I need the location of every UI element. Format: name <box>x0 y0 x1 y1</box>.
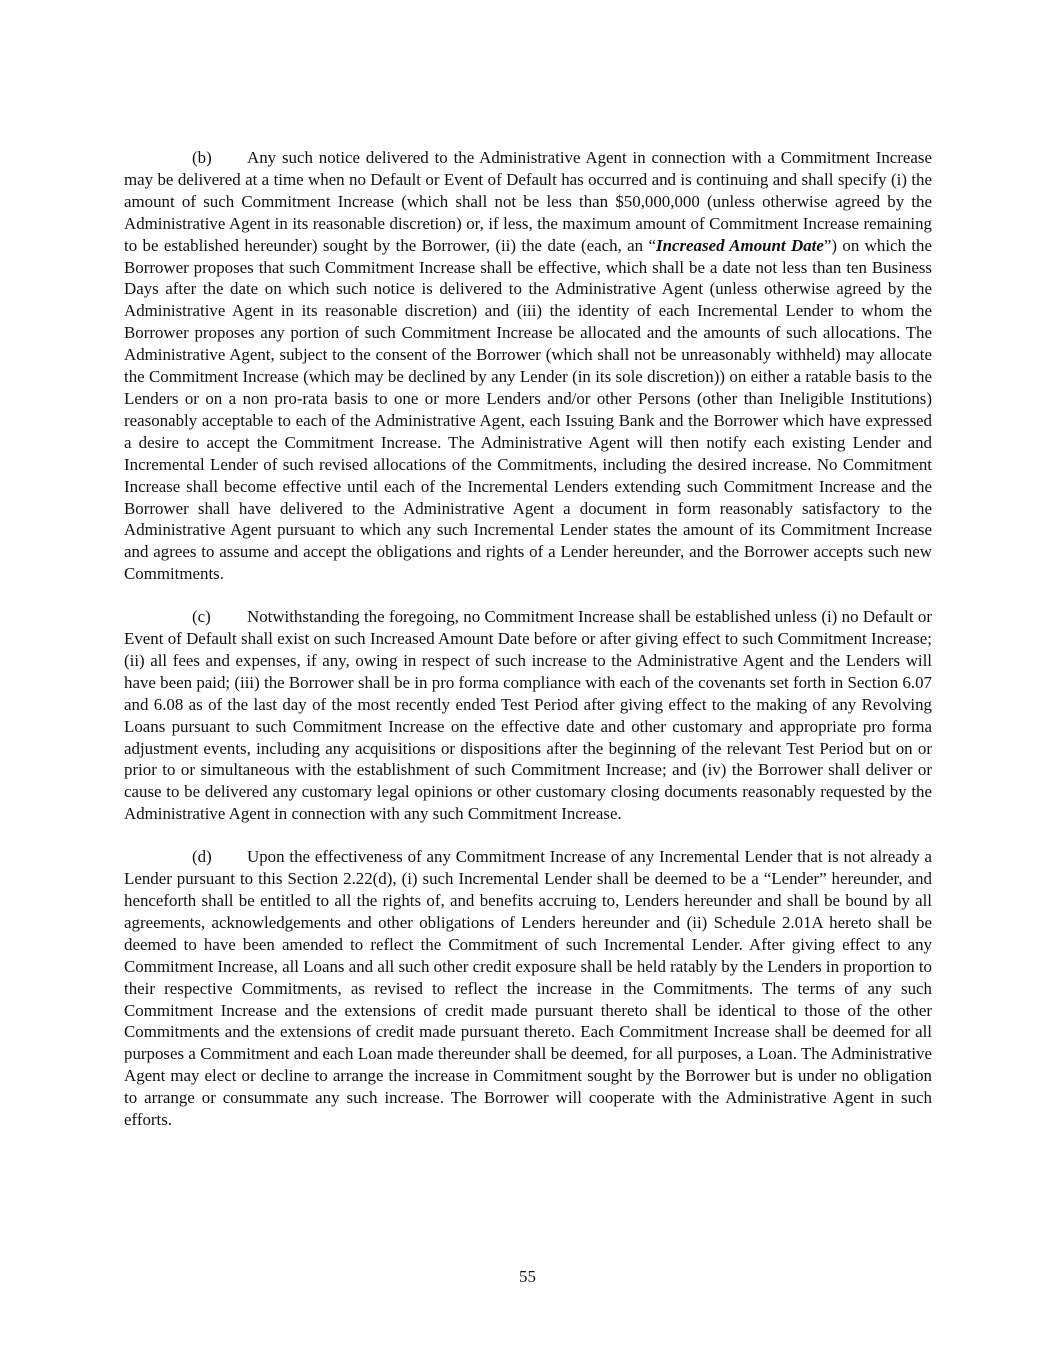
paragraph-d <box>124 846 932 1131</box>
paragraph-c <box>124 606 932 825</box>
page-number: 55 <box>519 1267 536 1286</box>
paragraph-b <box>124 147 932 585</box>
paragraph-text: Any such notice delivered to the Administrative Agent in connection with a Commitment Increase may be delivered at a time when no Default or Event of Default has occurred and is continuing and shall specify (i) the amount of such Commitment Increase (which shall not be less than $50,000,000 (unless otherwise agreed by the Administrative Agent in its reasonable discretion) or, if less, the maximum amount of Commitment Increase remaining to be established hereunder) sought by the Borrower, (ii) the date (each, an “ <box>124 148 932 255</box>
paragraph-label: (d) <box>192 847 212 867</box>
document-body <box>124 147 932 1152</box>
paragraph-text: Notwithstanding the foregoing, no Commitment Increase shall be established unless (i) no Default or Event of Default shall exist on such Increased Amount Date before or after giving effect to such Commitment Increase; (ii) all fees and expenses, if any, owing in respect of such increase to the Administrative Agent and the Lenders will have been paid; (iii) the Borrower shall be in pro forma compliance with each of the covenants set forth in Section 6.07 and 6.08 as of the last day of the most recently ended Test Period after giving effect to the making of any Revolving Loans pursuant to such Commitment Increase on the effective date and other customary and appropriate pro forma adjustment events, including any acquisitions or dispositions after the beginning of the relevant Test Period but on or prior to or simultaneous with the establishment of such Commitment Increase; and (iv) the Borrower shall deliver or cause to be delivered any customary legal opinions or other customary closing documents reasonably requested by the Administrative Agent in connection with any such Commitment Increase. <box>124 607 932 824</box>
paragraph-label: (c) <box>192 607 211 627</box>
paragraph-label: (b) <box>192 148 212 167</box>
paragraph-text: ”) on which the Borrower proposes that such Commitment Increase shall be effective, which shall be a date not less than ten Business Days after the date on which such notice is delivered to the Administrative Agent (unless otherwise agreed by the Administrative Agent in its reasonable discretion) and (iii) the identity of each Incremental Lender to whom the Borrower proposes any portion of such Commitment Increase be allocated and the amounts of such allocations. The Administrative Agent, subject to the consent of the Borrower (which shall not be unreasonably withheld) may allocate the Commitment Increase (which may be declined by any Lender (in its sole discretion)) on either a ratable basis to the Lenders or on a non pro-rata basis to one or more Lenders and/or other Persons (other than Ineligible Institutions) reasonably acceptable to each of the Administrative Agent, each Issuing Bank and the Borrower which have expressed a desire to accept the Commitment Increase. The Administrative Agent will then notify each existing Lender and Incremental Lender of such revised allocations of the Commitments, including the desired increase. No Commitment Increase shall become effective until each of the Incremental Lenders extending such Commitment Increase and the Borrower shall have delivered to the Administrative Agent a document in form reasonably satisfactory to the Administrative Agent pursuant to which any such Incremental Lender states the amount of its Commitment Increase and agrees to assume and accept the obligations and rights of a Lender hereunder, and the Borrower accepts such new Commitments. <box>124 235 932 584</box>
defined-term: Increased Amount Date <box>656 235 824 255</box>
paragraph-text: Upon the effectiveness of any Commitment Increase of any Incremental Lender that is not already a Lender pursuant to this Section 2.22(d), (i) such Incremental Lender shall be deemed to be a “Lender” hereunder, and henceforth shall be entitled to all the rights of, and benefits accruing to, Lenders hereunder and shall be bound by all agreements, acknowledgements and other obligations of Lenders hereunder and (ii) Schedule 2.01A hereto shall be deemed to have been amended to reflect the Commitment of such Incremental Lender. After giving effect to any Commitment Increase, all Loans and all such other credit exposure shall be held ratably by the Lenders in proportion to their respective Commitments, as revised to reflect the increase in the Commitments. The terms of any such Commitment Increase and the extensions of credit made pursuant thereto shall be identical to those of the other Commitments and the extensions of credit made pursuant thereto. Each Commitment Increase shall be deemed for all purposes a Commitment and each Loan made thereunder shall be deemed, for all purposes, a Loan. The Administrative Agent may elect or decline to arrange the increase in Commitment sought by the Borrower but is under no obligation to arrange or consummate any such increase. The Borrower will cooperate with the Administrative Agent in such efforts. <box>124 847 932 1130</box>
